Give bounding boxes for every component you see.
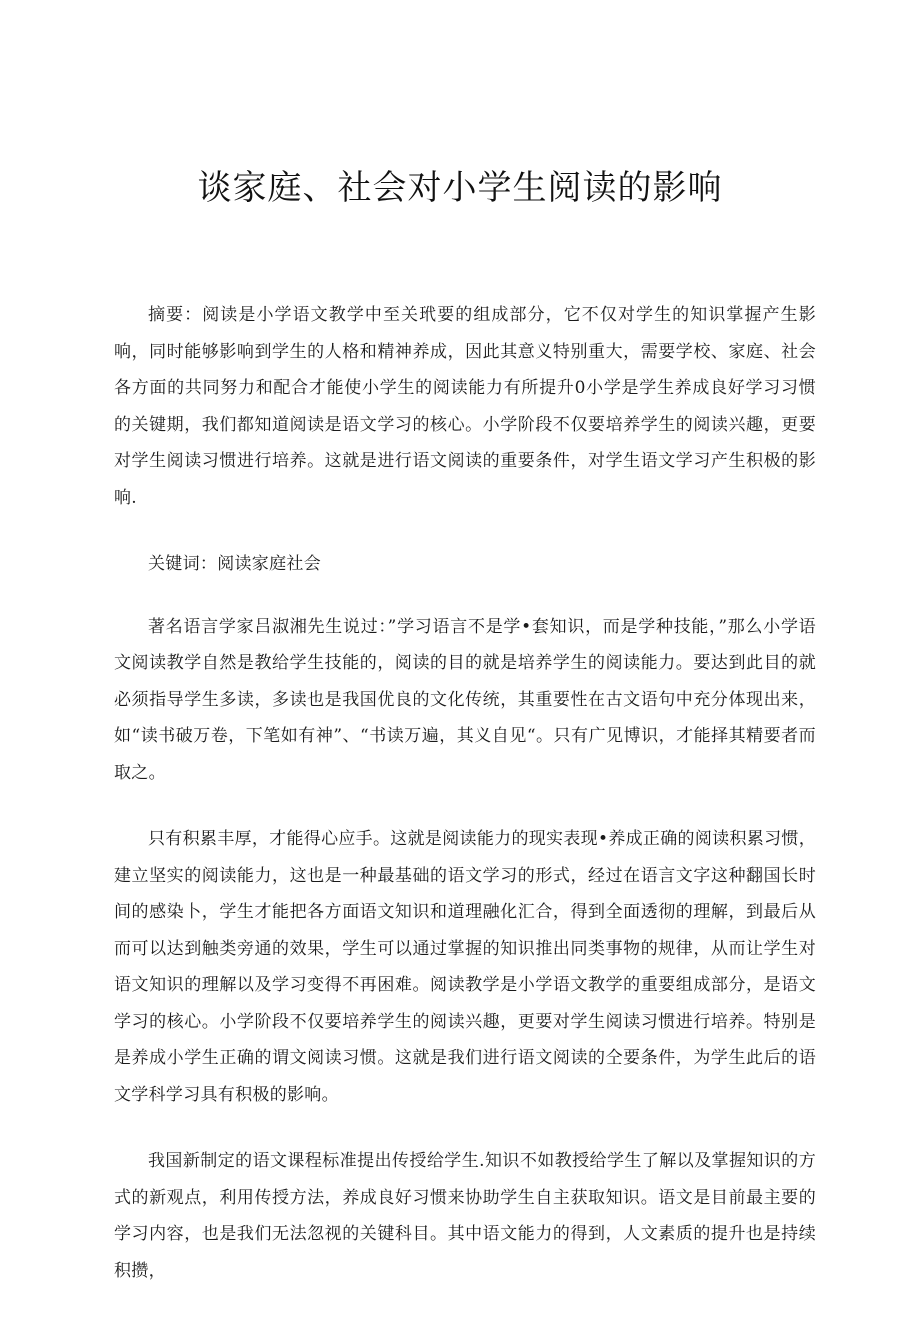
- abstract-paragraph: 摘要：阅读是小学语文教学中至关玳要的组成部分，它不仅对学生的知识掌握产生影响，同时能够影响到学生的人格和精神养成，因此其意义特别重大，需要学校、家庭、社会各方面的共同努力和配合才能使小学生的阅读能力有所提升0小学是学生养成良好学习习惯的关键期，我们都知道阅读是语文学习的核心。小学阶段不仅要培养学生的阅读兴趣，更要对学生阅读习惯进行培养。这就是进行语文阅读的重要条件，对学生语文学习产生积极的影响.: [114, 305, 816, 508]
- document-title: 谈家庭、社会对小学生阅读的影响: [197, 168, 723, 208]
- body-paragraph-1: 著名语言学家吕淑湘先生说过：”学习语言不是学•套知识，而是学种技能，”那么小学语文阅读教学自然是教给学生技能的，阅读的目的就是培养学生的阅读能力。要达到此目的就必须指导学生多读，多读也是我国优良的文化传统，其重要性在古文语句中充分体现出来，如“读书破万卷，下笔如有神”、“书读万遍，其义自见“。只有广见博识，才能择其精要者而取之。: [114, 616, 816, 783]
- body-paragraph-2: 只有积累丰厚，才能得心应手。这就是阅读能力的现实表现•养成正确的阅读积累习惯，建立坚实的阅读能力，这也是一种最基础的语文学习的形式，经过在语言文字这种翻国长时间的感染卜，学生才能把各方面语文知识和道理融化汇合，得到全面透彻的理解，到最后从而可以达到触类旁通的效果，学生可以通过掌握的知识推出同类事物的规律，从而让学生对语文知识的理解以及学习变得不再困难。阅读教学是小学语文教学的重要组成部分，是语文学习的核心。小学阶段不仅要培养学生的阅读兴趣，更要对学生阅读习惯进行培养。特别是是养成小学生正确的谓文阅读习惯。这就是我们进行语文阅读的仝要条件，为学生此后的语文学科学习具有积极的影响。: [114, 829, 816, 1105]
- keywords-paragraph: 关键词：阅读家庭社会: [148, 554, 321, 574]
- document-body: [114, 297, 816, 1319]
- body-paragraph-3: 我国新制定的语文课程标准提出传授给学生.知识不如教授给学生了解以及掌握知识的方式的新观点，利用传授方法，养成良好习惯来协助学生自主获取知识。语文是目前最主要的学习内容，也是我们无法忽视的关键科目。其中语文能力的得到，人文素质的提升也是持续积攒，: [114, 1151, 816, 1281]
